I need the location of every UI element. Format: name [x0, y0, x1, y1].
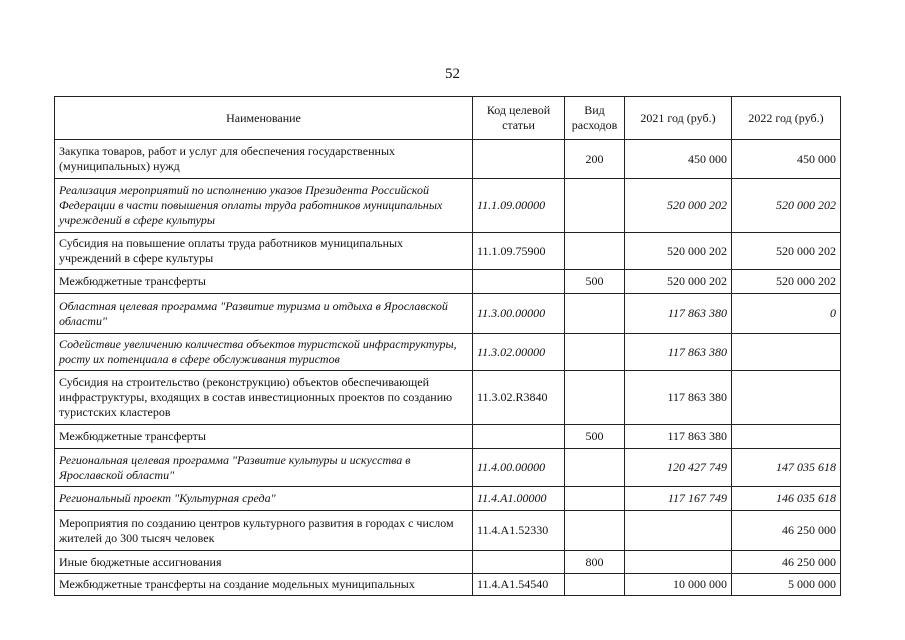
header-year-2022: 2022 год (руб.) [732, 97, 841, 140]
row-amount-2022 [732, 334, 841, 371]
row-amount-2021: 520 000 202 [625, 233, 732, 270]
row-amount-2021: 10 000 000 [625, 574, 732, 596]
row-amount-2021: 120 427 749 [625, 449, 732, 487]
row-code: 11.4.A1.52330 [473, 511, 565, 551]
row-name: Областная целевая программа "Развитие туризма и отдыха в Ярославской области" [55, 294, 473, 334]
budget-table [54, 96, 841, 596]
row-code [473, 551, 565, 574]
row-expense-type: 800 [565, 551, 625, 574]
header-name: Наименование [55, 97, 473, 140]
row-expense-type [565, 294, 625, 334]
row-amount-2021: 520 000 202 [625, 179, 732, 233]
row-code: 11.1.09.75900 [473, 233, 565, 270]
row-name: Реализация мероприятий по исполнению указов Президента Российской Федерации в части повышения оплаты труда работников муниципальных учреждений в сфере культуры [55, 179, 473, 233]
header-expense-type: Вид расходов [565, 97, 625, 140]
row-amount-2022 [732, 371, 841, 425]
row-name: Закупка товаров, работ и услуг для обеспечения государственных (муниципальных) нужд [55, 140, 473, 179]
row-amount-2021: 450 000 [625, 140, 732, 179]
row-amount-2021: 117 167 749 [625, 487, 732, 511]
row-code: 11.4.A1.54540 [473, 574, 565, 596]
row-name: Мероприятия по созданию центров культурного развития в городах с числом жителей до 300 тысяч человек [55, 511, 473, 551]
row-name: Субсидия на повышение оплаты труда работников муниципальных учреждений в сфере культуры [55, 233, 473, 270]
row-expense-type [565, 233, 625, 270]
row-expense-type: 200 [565, 140, 625, 179]
row-amount-2022: 520 000 202 [732, 179, 841, 233]
row-name: Иные бюджетные ассигнования [55, 551, 473, 574]
row-amount-2022 [732, 425, 841, 449]
row-amount-2022: 520 000 202 [732, 270, 841, 294]
row-code [473, 425, 565, 449]
row-amount-2022: 0 [732, 294, 841, 334]
row-code: 11.3.02.R3840 [473, 371, 565, 425]
table-row [55, 511, 841, 551]
row-expense-type [565, 449, 625, 487]
row-expense-type: 500 [565, 425, 625, 449]
row-code: 11.4.A1.00000 [473, 487, 565, 511]
row-name: Региональный проект "Культурная среда" [55, 487, 473, 511]
header-code: Код целевой статьи [473, 97, 565, 140]
table-row [55, 574, 841, 596]
row-amount-2021 [625, 511, 732, 551]
row-expense-type [565, 334, 625, 371]
row-amount-2021: 117 863 380 [625, 371, 732, 425]
table-row [55, 233, 841, 270]
row-name: Межбюджетные трансферты [55, 425, 473, 449]
row-amount-2022: 5 000 000 [732, 574, 841, 596]
table-header-row [55, 97, 841, 140]
row-code: 11.3.00.00000 [473, 294, 565, 334]
row-amount-2021: 117 863 380 [625, 334, 732, 371]
row-name: Межбюджетные трансферты [55, 270, 473, 294]
row-code: 11.4.00.00000 [473, 449, 565, 487]
row-amount-2022: 46 250 000 [732, 551, 841, 574]
row-amount-2022: 147 035 618 [732, 449, 841, 487]
table-row [55, 179, 841, 233]
table-row [55, 270, 841, 294]
row-amount-2021 [625, 551, 732, 574]
table-row [55, 334, 841, 371]
row-amount-2021: 117 863 380 [625, 294, 732, 334]
row-expense-type [565, 487, 625, 511]
row-expense-type [565, 574, 625, 596]
table-row [55, 449, 841, 487]
row-expense-type [565, 371, 625, 425]
row-amount-2021: 117 863 380 [625, 425, 732, 449]
row-amount-2022: 146 035 618 [732, 487, 841, 511]
row-name: Содействие увеличению количества объектов туристской инфраструктуры, росту их потенциала в сфере обслуживания туристов [55, 334, 473, 371]
row-amount-2022: 520 000 202 [732, 233, 841, 270]
table-row [55, 425, 841, 449]
row-expense-type [565, 511, 625, 551]
row-amount-2022: 46 250 000 [732, 511, 841, 551]
header-year-2021: 2021 год (руб.) [625, 97, 732, 140]
row-amount-2021: 520 000 202 [625, 270, 732, 294]
table-row [55, 294, 841, 334]
row-name: Субсидия на строительство (реконструкцию) объектов обеспечивающей инфраструктуры, входящих в состав инвестиционных проектов по созданию туристских кластеров [55, 371, 473, 425]
row-amount-2022: 450 000 [732, 140, 841, 179]
row-expense-type [565, 179, 625, 233]
row-code: 11.1.09.00000 [473, 179, 565, 233]
row-code: 11.3.02.00000 [473, 334, 565, 371]
table-row [55, 551, 841, 574]
page-number: 52 [445, 66, 460, 82]
table-row [55, 487, 841, 511]
table-row [55, 140, 841, 179]
row-name: Межбюджетные трансферты на создание модельных муниципальных [55, 574, 473, 596]
row-code [473, 270, 565, 294]
row-expense-type: 500 [565, 270, 625, 294]
table-row [55, 371, 841, 425]
row-code [473, 140, 565, 179]
row-name: Региональная целевая программа "Развитие культуры и искусства в Ярославской области" [55, 449, 473, 487]
